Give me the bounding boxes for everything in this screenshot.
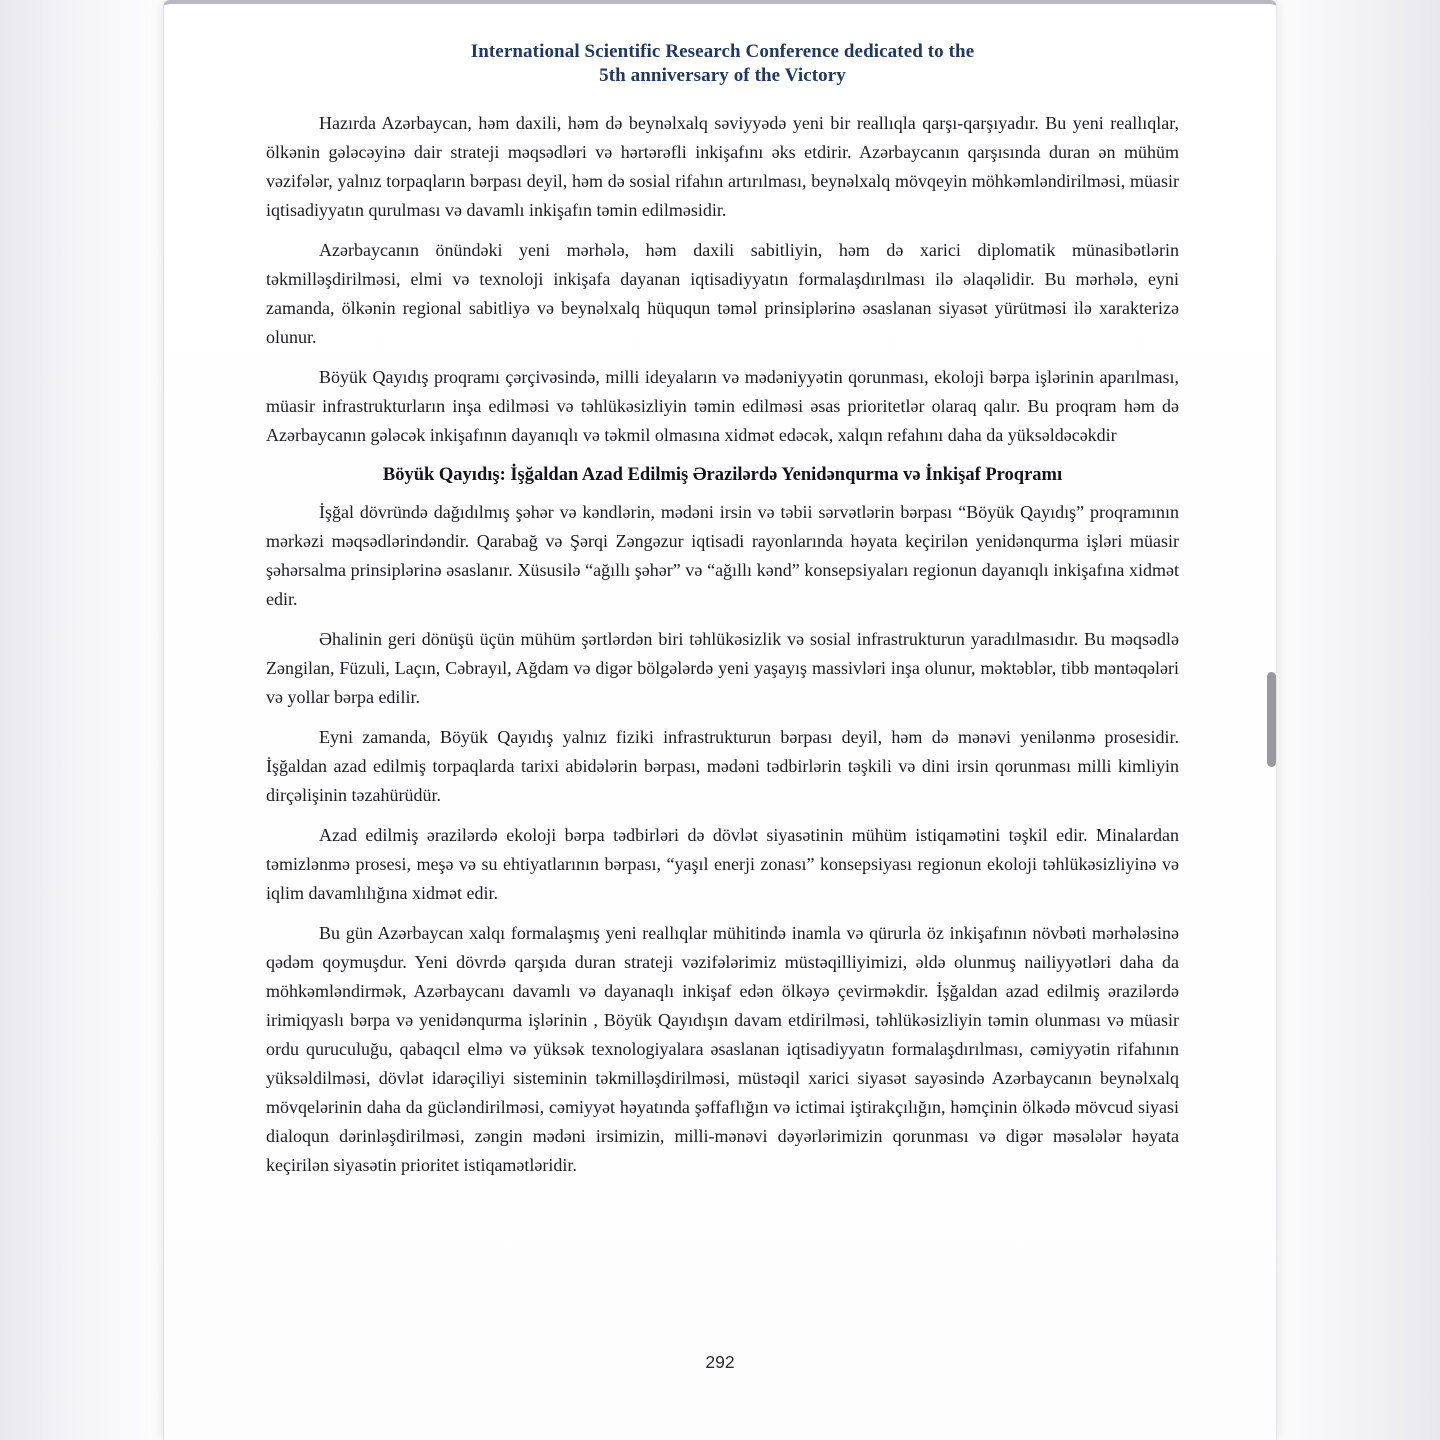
paragraph-4: İşğal dövründə dağıdılmış şəhər və kəndlərin, mədəni irsin və təbii sərvətlərin bərpası “Böyük Qayıdış” proqramının mərkəzi məqsədlərindəndir. Qarabağ və Şərqi Zəngəzur iqtisadi rayonlarında həyata keçirilən yenidənqurma işləri müasir şəhərsalma prinsiplərinə əsaslanır. Xüsusilə “ağıllı şəhər” və “ağıllı kənd” konsepsiyaları regionun dayanıqlı inkişafına xidmət edir. xyxy=(266,502,1179,609)
paragraph-2: Azərbaycanın önündəki yeni mərhələ, həm daxili sabitliyin, həm də xarici diplomatik münasibətlərin təkmilləşdirilməsi, elmi və texnoloji inkişafa dayanan iqtisadiyyatın formalaşdırılması ilə əlaqəlidir. Bu mərhələ, eyni zamanda, ölkənin regional sabitliyə və beynəlxalq hüququn təməl prinsiplərinə əsaslanan siyasət yürütməsi ilə xarakterizə olunur. xyxy=(266,240,1179,347)
paragraph-7: Azad edilmiş ərazilərdə ekoloji bərpa tədbirləri də dövlət siyasətinin mühüm istiqamətini təşkil edir. Minalardan təmizlənmə prosesi, meşə və su ehtiyatlarının bərpası, “yaşıl enerji zonası” konsepsiyası regionun ekoloji təhlükəsizliyinə və iqlim davamlılığına xidmət edir. xyxy=(266,825,1179,903)
paragraph-6: Eyni zamanda, Böyük Qayıdış yalnız fiziki infrastrukturun bərpası deyil, həm də mənəvi yenilənmə prosesidir. İşğaldan azad edilmiş torpaqlarda tarixi abidələrin bərpası, mədəni tədbirlərin təşkili və dini irsin qorunması milli kimliyin dirçəlişinin təzahürüdür. xyxy=(266,727,1179,805)
page-number: 292 xyxy=(705,1352,735,1372)
section-heading: Böyük Qayıdış: İşğaldan Azad Edilmiş Ərazilərdə Yenidənqurma və İnkişaf Proqramı xyxy=(382,465,1063,485)
paragraph-1: Hazırda Azərbaycan, həm daxili, həm də beynəlxalq səviyyədə yeni bir reallıqla qarşı-qarşıyadır. Bu yeni reallıqlar, ölkənin gələcəyinə dair strateji məqsədləri və hərtərəfli inkişafını əks etdirir. Azərbaycanın qarşısında duran ən mühüm vəzifələr, yalnız torpaqların bərpası deyil, həm də sosial rifahın artırılması, beynəlxalq mövqeyin möhkəmləndirilməsi, müasir iqtisadiyyatın qurulması və davamlı inkişafın təmin edilməsidir. xyxy=(266,113,1179,220)
document-page xyxy=(163,0,1277,1440)
paragraph-5: Əhalinin geri dönüşü üçün mühüm şərtlərdən biri təhlükəsizlik və sosial infrastrukturun yaradılmasıdır. Bu məqsədlə Zəngilan, Füzuli, Laçın, Cəbrayıl, Ağdam və digər bölgələrdə yeni yaşayış massivləri inşa olunur, məktəblər, tibb məntəqələri və yollar bərpa edilir. xyxy=(266,629,1179,707)
conference-header xyxy=(266,40,1179,88)
paragraph-3: Böyük Qayıdış proqramı çərçivəsində, milli ideyaların və mədəniyyətin qorunması, ekoloji bərpa işlərinin aparılması, müasir infrastrukturların inşa edilməsi və təhlükəsizliyin təmin edilməsi əsas prioritetlər olaraq qalır. Bu proqram həm də Azərbaycanın gələcək inkişafının dayanıqlı və təkmil olmasına xidmət edəcək, xalqın refahını daha da yüksəldəcəkdir xyxy=(266,367,1179,445)
conference-header-line1: International Scientific Research Conference dedicated to the xyxy=(470,41,975,62)
conference-header-line2: 5th anniversary of the Victory xyxy=(599,65,846,86)
paragraph-8: Bu gün Azərbaycan xalqı formalaşmış yeni reallıqlar mühitində inamla və qürurla öz inkişafının növbəti mərhələsinə qədəm qoymuşdur. Yeni dövrdə qarşıda duran strateji vəzifələrimiz müstəqilliyimizi, əldə olunmuş nailiyyətləri daha da möhkəmləndirmək, Azərbaycanı davamlı və dayanaqlı inkişaf edən ölkəyə çevirməkdir. İşğaldan azad edilmiş ərazilərdə irimiqyaslı bərpa və yenidənqurma işlərinin , Böyük Qayıdışın davam etdirilməsi, təhlükəsizliyin təmin olunması və müasir ordu quruculuğu, qabaqcıl elmə və yüksək texnologiyalara əsaslanan iqtisadiyyatın formalaşdırılması, cəmiyyətin rifahının yüksəldilməsi, dövlət idarəçiliyi sisteminin təkmilləşdirilməsi, müstəqil xarici siyasət sayəsində Azərbaycanın beynəlxalq mövqelərinin daha da gücləndirilməsi, cəmiyyət həyatında şəffaflığın və ictimai iştirakçılığın, həmçinin ölkədə mövcud siyasi dialoqun dərinləşdirilməsi, zəngin mədəni irsimizin, milli-mənəvi dəyərlərimizin qorunması və digər məsələlər həyata keçirilən siyasətin prioritet istiqamətləridir. xyxy=(266,923,1179,1175)
scrollbar-thumb[interactable] xyxy=(1267,672,1276,767)
